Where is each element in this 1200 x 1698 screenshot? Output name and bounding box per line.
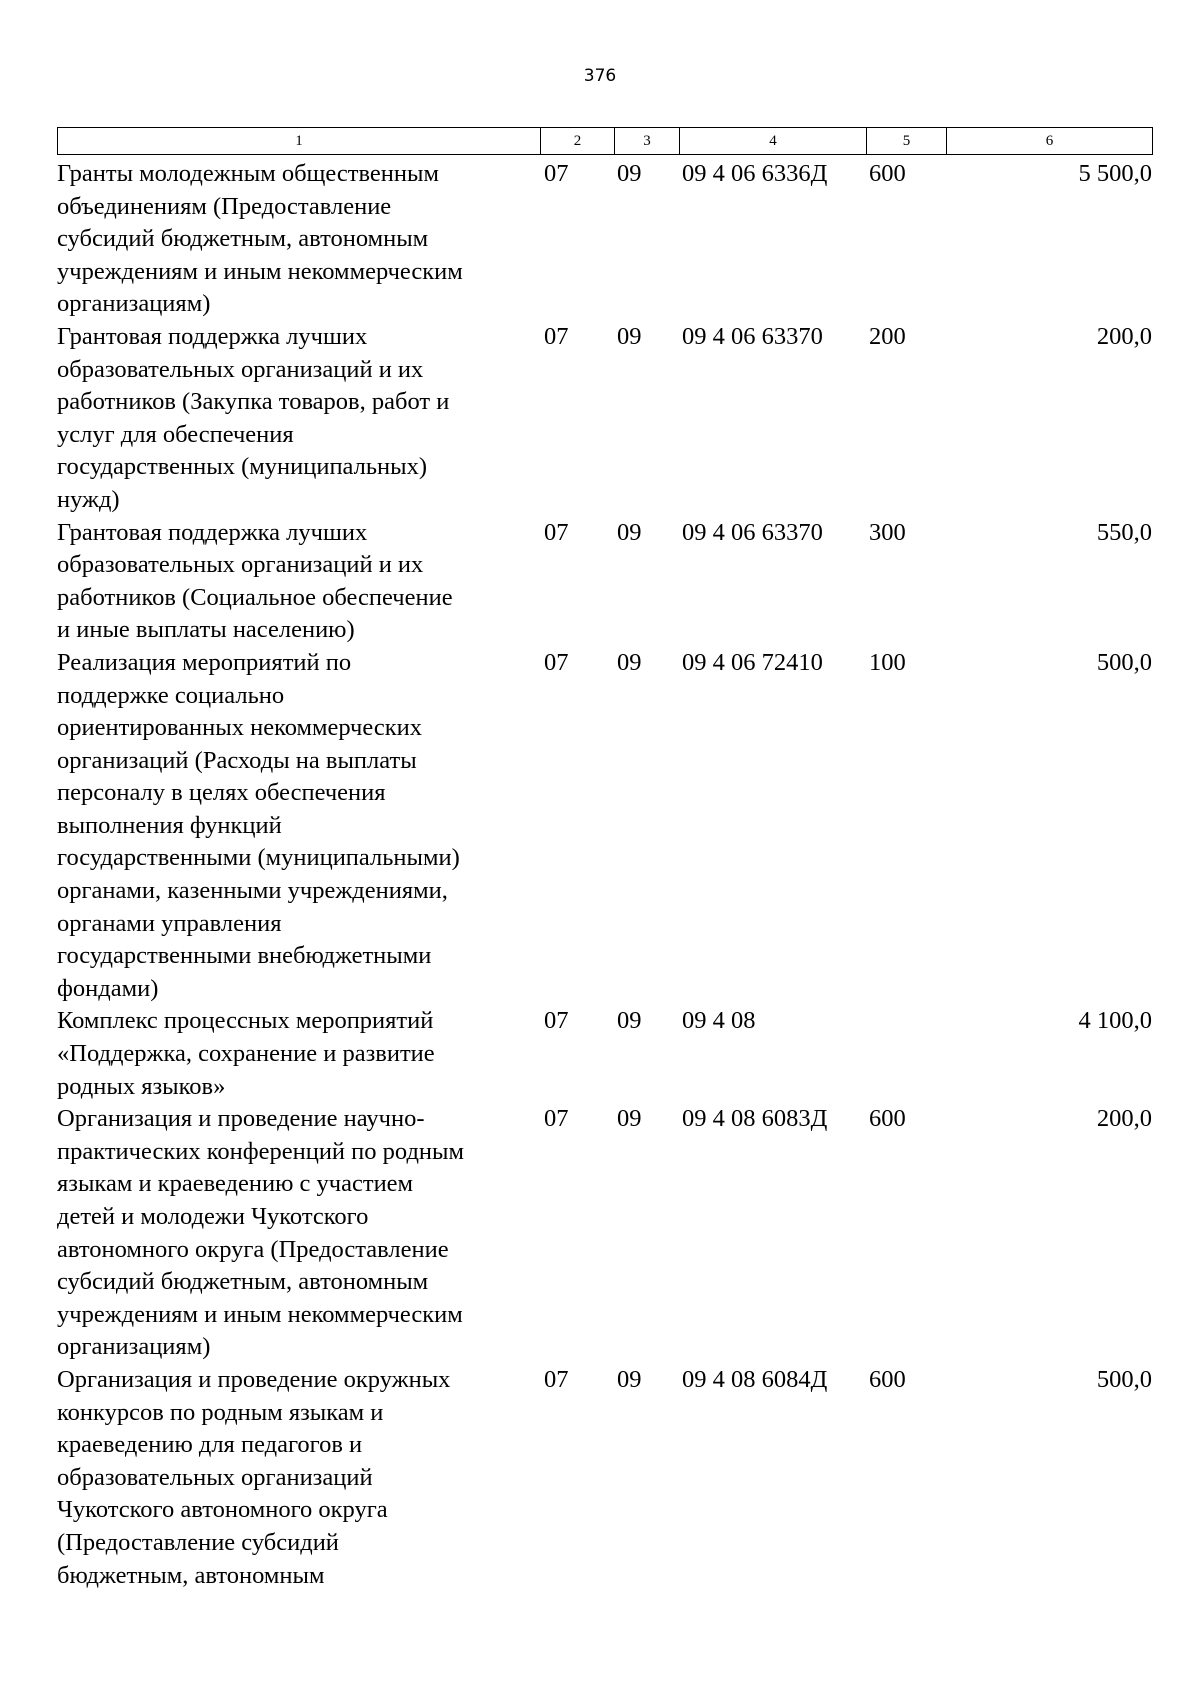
expense-name xyxy=(57,158,540,321)
expense-name xyxy=(57,647,540,1006)
expense-name-line: работников (Социальное обеспечение xyxy=(57,583,453,611)
target-article-code: 09 4 08 6084Д xyxy=(682,1365,828,1393)
expense-type-code xyxy=(866,1005,946,1103)
subsection-code: 09 xyxy=(617,1105,642,1133)
expense-name-line: образовательных организаций и их xyxy=(57,551,424,579)
amount: 200,0 xyxy=(1096,322,1152,350)
section-code: 07 xyxy=(544,322,569,350)
expense-name-line: Чукотского автономного округа xyxy=(57,1496,388,1524)
section-code: 07 xyxy=(544,1105,569,1133)
expense-name-line: услуг для обеспечения xyxy=(57,420,294,448)
section-code: 07 xyxy=(544,1365,569,1393)
amount: 500,0 xyxy=(1096,648,1152,676)
expense-name-line: Организация и проведение научно- xyxy=(57,1105,425,1133)
target-article-code: 09 4 08 6083Д xyxy=(682,1105,828,1133)
expense-name-line: Реализация мероприятий по xyxy=(57,648,352,676)
expense-type-code: 300 xyxy=(869,518,906,546)
column-header-5: 5 xyxy=(867,128,947,155)
table-row xyxy=(57,1005,1152,1103)
expense-name-line: поддержке социально xyxy=(57,681,285,709)
table-row xyxy=(57,517,1152,647)
expense-name-line: учреждениям и иным некоммерческим xyxy=(57,1300,463,1328)
subsection-code: 09 xyxy=(617,1007,642,1035)
column-header-4: 4 xyxy=(680,128,867,155)
budget-table xyxy=(57,158,1152,1592)
target-article-code: 09 4 06 72410 xyxy=(682,648,823,676)
expense-name-line: краеведению для педагогов и xyxy=(57,1431,363,1459)
expense-name-line: органами, казенными учреждениями, xyxy=(57,877,448,905)
subsection-code: 09 xyxy=(617,160,642,187)
expense-type-code: 600 xyxy=(869,160,906,187)
expense-name-line: конкурсов по родным языкам и xyxy=(57,1398,384,1426)
expense-name-line: (Предоставление субсидий xyxy=(57,1528,339,1556)
expense-name xyxy=(57,1364,540,1592)
column-header-6: 6 xyxy=(947,128,1153,155)
subsection-code: 09 xyxy=(617,518,642,546)
expense-name xyxy=(57,321,540,517)
expense-name-line: Грантовая поддержка лучших xyxy=(57,322,368,350)
target-article-code: 09 4 06 63370 xyxy=(682,322,823,350)
expense-name-line: организациям) xyxy=(57,1333,211,1361)
budget-table-body xyxy=(57,158,1152,1592)
page-number: 376 xyxy=(583,66,617,86)
expense-name-line: образовательных организаций xyxy=(57,1463,373,1491)
expense-name xyxy=(57,1103,540,1364)
amount: 200,0 xyxy=(1096,1105,1152,1133)
subsection-code: 09 xyxy=(617,648,642,676)
expense-name-line: Гранты молодежным общественным xyxy=(57,160,439,187)
expense-name-line: и иные выплаты населению) xyxy=(57,616,355,644)
expense-name-line: ориентированных некоммерческих xyxy=(57,714,422,742)
expense-name-line: нужд) xyxy=(57,485,120,513)
section-code: 07 xyxy=(544,648,569,676)
expense-name-line: фондами) xyxy=(57,974,159,1002)
table-row xyxy=(57,158,1152,321)
section-code: 07 xyxy=(544,1007,569,1035)
subsection-code: 09 xyxy=(617,1365,642,1393)
expense-type-code: 200 xyxy=(869,322,906,350)
expense-name-line: детей и молодежи Чукотского xyxy=(57,1203,369,1230)
expense-name xyxy=(57,1005,540,1103)
expense-name-line: образовательных организаций и их xyxy=(57,355,424,383)
expense-name-line: объединениям (Предоставление xyxy=(57,192,392,220)
expense-name-line: работников (Закупка товаров, работ и xyxy=(57,388,450,416)
target-article-code: 09 4 06 63370 xyxy=(682,518,823,546)
expense-name-line: организациям) xyxy=(57,290,211,318)
column-header-3: 3 xyxy=(615,128,680,155)
expense-name-line: родных языков» xyxy=(57,1072,226,1100)
expense-type-code: 600 xyxy=(869,1365,906,1393)
expense-name-line: автономного округа (Предоставление xyxy=(57,1235,449,1263)
target-article-code: 09 4 06 6336Д xyxy=(682,160,828,187)
section-code: 07 xyxy=(544,160,569,187)
table-row xyxy=(57,1364,1152,1592)
expense-name-line: «Поддержка, сохранение и развитие xyxy=(57,1040,435,1068)
table-row xyxy=(57,647,1152,1006)
expense-name-line: Организация и проведение окружных xyxy=(57,1365,451,1393)
column-header-1: 1 xyxy=(58,128,541,155)
target-article-code: 09 4 08 xyxy=(682,1007,756,1035)
column-header-2: 2 xyxy=(541,128,615,155)
expense-name-line: учреждениям и иным некоммерческим xyxy=(57,257,463,285)
amount: 4 100,0 xyxy=(1078,1007,1152,1035)
section-code: 07 xyxy=(544,518,569,546)
expense-name-line: персоналу в целях обеспечения xyxy=(57,779,386,807)
expense-name-line: Грантовая поддержка лучших xyxy=(57,518,368,546)
expense-name-line: бюджетным, автономным xyxy=(57,1561,325,1589)
expense-name xyxy=(57,517,540,647)
amount: 5 500,0 xyxy=(1078,160,1152,187)
expense-type-code: 600 xyxy=(869,1105,906,1133)
expense-name-line: организаций (Расходы на выплаты xyxy=(57,746,417,774)
expense-name-line: государственных (муниципальных) xyxy=(57,453,428,481)
expense-name-line: языкам и краеведению с участием xyxy=(57,1170,414,1198)
column-header-table xyxy=(57,127,1153,155)
subsection-code: 09 xyxy=(617,322,642,350)
expense-name-line: государственными внебюджетными xyxy=(57,942,432,970)
amount: 550,0 xyxy=(1096,518,1152,546)
expense-name-line: государственными (муниципальными) xyxy=(57,844,460,872)
table-row xyxy=(57,1103,1152,1364)
expense-name-line: субсидий бюджетным, автономным xyxy=(57,1268,429,1296)
expense-name-line: субсидий бюджетным, автономным xyxy=(57,225,429,253)
expense-name-line: практических конференций по родным xyxy=(57,1137,464,1165)
expense-type-code: 100 xyxy=(869,648,906,676)
column-header-row xyxy=(58,128,1153,155)
expense-name-line: выполнения функций xyxy=(57,811,282,839)
expense-name-line: Комплекс процессных мероприятий xyxy=(57,1007,434,1035)
table-row xyxy=(57,321,1152,517)
amount: 500,0 xyxy=(1096,1365,1152,1393)
expense-name-line: органами управления xyxy=(57,909,282,937)
